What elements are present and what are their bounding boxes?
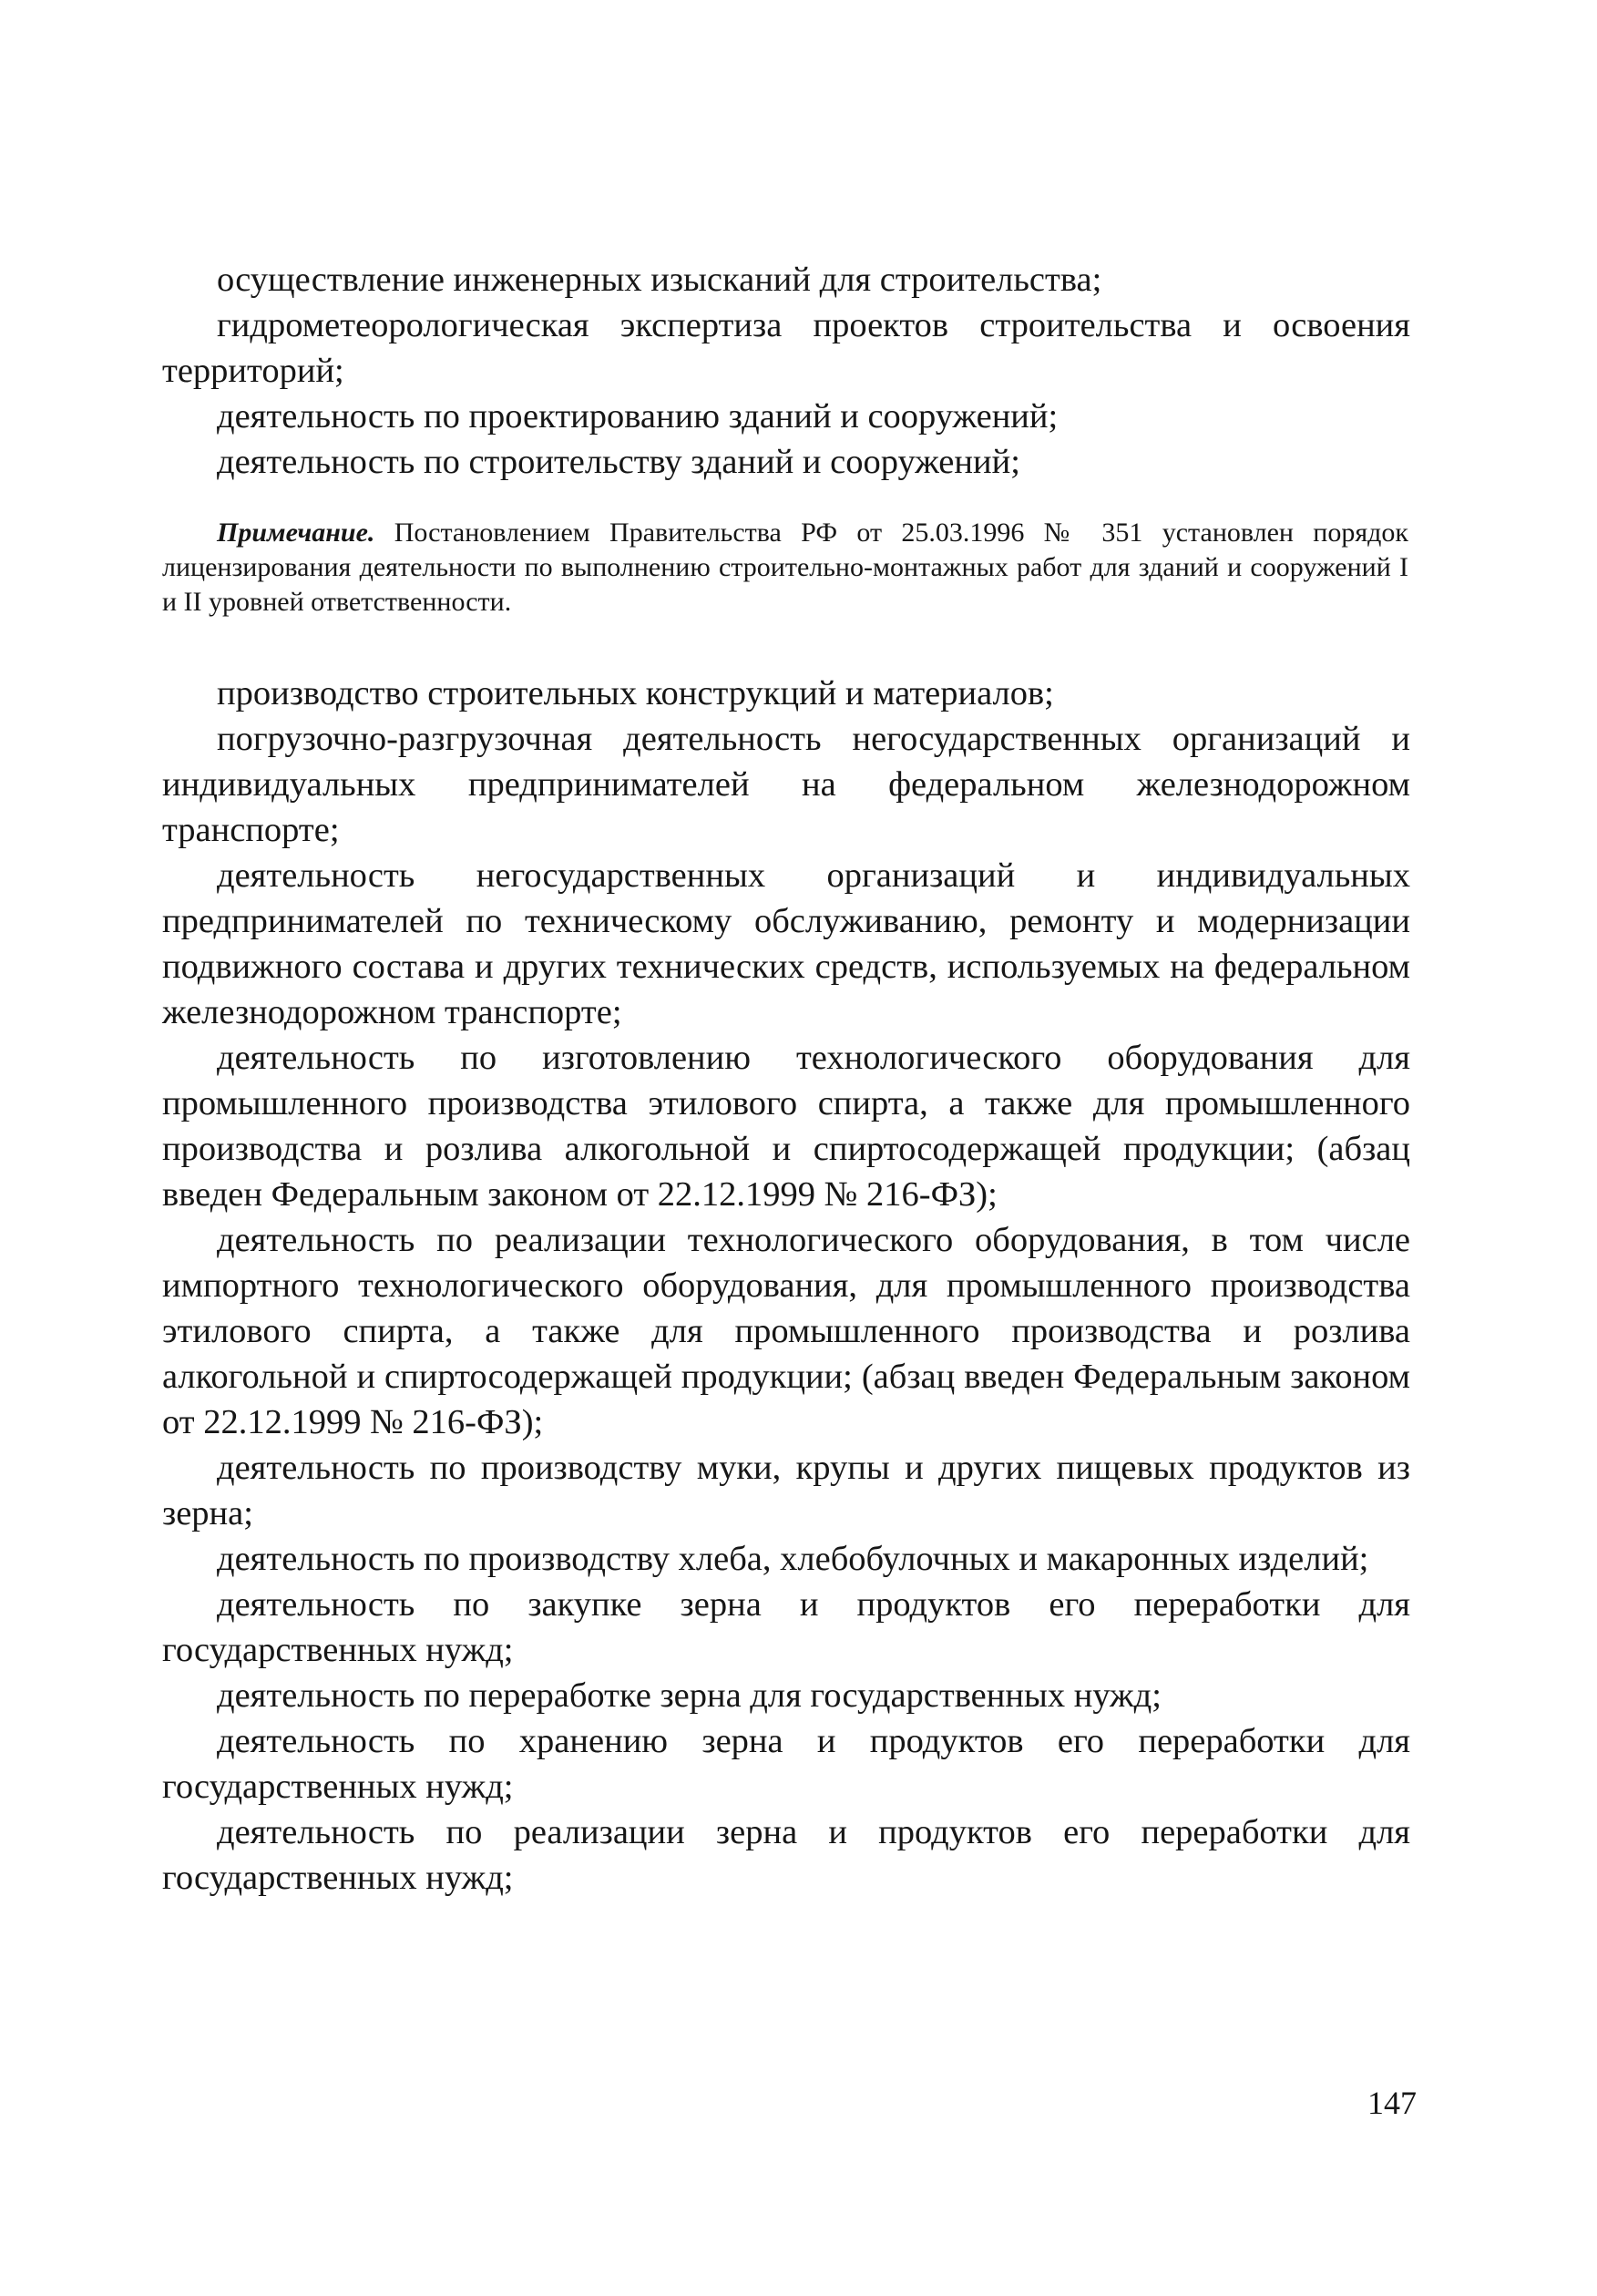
note-label: Примечание. xyxy=(217,518,375,548)
page-number: 147 xyxy=(1367,2085,1417,2121)
list-item: погрузочно-разгрузочная деятельность негосударственных организаций и индивидуальных предпринимателей на федеральном железнодорожном транспорте; xyxy=(162,720,1410,849)
list-item: гидрометеорологическая экспертиза проектов строительства и освоения территорий; xyxy=(162,306,1410,390)
list-main xyxy=(162,671,1410,1901)
list-item: деятельность по изготовлению технологического оборудования для промышленного производства этилового спирта, а также для промышленного производства и розлива алкогольной и спиртосодержащей продукции; (абзац введен Федеральным законом от 22.12.1999 № 216-ФЗ); xyxy=(162,1039,1410,1214)
list-item: деятельность по переработке зерна для государственных нужд; xyxy=(217,1676,1162,1715)
list-item: деятельность по строительству зданий и сооружений; xyxy=(217,443,1020,481)
list-item: деятельность по реализации зерна и продуктов его переработки для государственных нужд; xyxy=(162,1813,1410,1897)
list-item: деятельность по проектированию зданий и сооружений; xyxy=(217,397,1059,436)
list-item: осуществление инженерных изысканий для строительства; xyxy=(217,261,1102,299)
note-text: Постановлением Правительства РФ от 25.03.1996 № 351 установлен порядок лицензирования деятельности по выполнению строительно-монтажных работ для зданий и сооружений I и II уровней ответственности. xyxy=(162,518,1408,617)
list-top xyxy=(162,257,1410,485)
note-block xyxy=(162,516,1408,620)
list-item: деятельность по закупке зерна и продуктов его переработки для государственных нужд; xyxy=(162,1585,1410,1669)
list-item: производство строительных конструкций и материалов; xyxy=(217,674,1054,712)
list-item: деятельность негосударственных организаций и индивидуальных предпринимателей по техническому обслуживанию, ремонту и модернизации подвижного состава и других технических средств, используемых на федеральном железнодорожном транспорте; xyxy=(162,856,1410,1031)
list-item: деятельность по реализации технологического оборудования, в том числе импортного технологического оборудования, для промышленного производства этилового спирта, а также для промышленного производства и розлива алкогольной и спиртосодержащей продукции; (абзац введен Федеральным законом от 22.12.1999 № 216-ФЗ); xyxy=(162,1221,1410,1441)
list-item: деятельность по хранению зерна и продуктов его переработки для государственных нужд; xyxy=(162,1722,1410,1806)
note-paragraph xyxy=(162,516,1408,620)
list-item: деятельность по производству муки, крупы и других пищевых продуктов из зерна; xyxy=(162,1449,1410,1532)
list-item: деятельность по производству хлеба, хлебобулочных и макаронных изделий; xyxy=(217,1540,1369,1578)
